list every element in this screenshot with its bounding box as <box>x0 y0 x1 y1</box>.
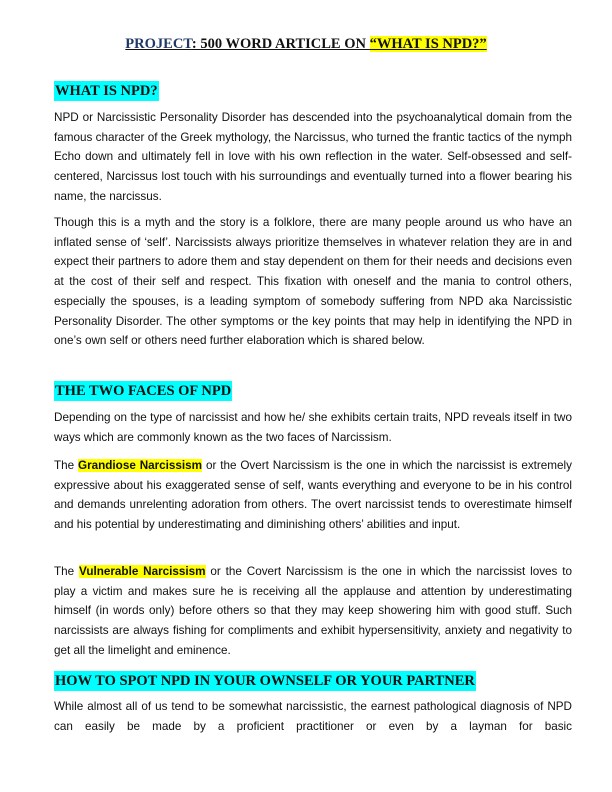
paragraph: NPD or Narcissistic Personality Disorder has descended into the psychoanalytical domain from the famous character of the Greek mythology, the Narcissus, who turned the frantic tactics of the nymph Echo down and ultimately fell in love with his own reflection in the water. Self-obsessed and self-centered, Narcissus lost touch with his surroundings and eventually turned into a flower bearing his name, the narcissus. <box>54 111 572 203</box>
heading-two-faces: THE TWO FACES OF NPD <box>55 383 232 399</box>
highlighted-term: Grandiose Narcissism <box>78 459 203 472</box>
title-highlight: “WHAT IS NPD?” <box>369 36 487 52</box>
title-project: PROJECT <box>125 36 192 52</box>
text: or the Overt Narcissism is the one in which the narcissist is extremely expressive about his exaggerated sense of self, wants everything and everyone to be in his control and demands unrelenting adoration from others. The overt narcissist tends to overestimate himself and his potential by underestimating and diminishing others’ abilities and input. <box>54 459 572 532</box>
paragraph-grandiose <box>54 456 572 535</box>
paragraph: Though this is a myth and the story is a folklore, there are many people around us who have an inflated sense of ‘self’. Narcissists always prioritize themselves in whatever relation they are in and expect their partners to adore them and stay dependent on them for their needs and decisions even at the cost of their self and respect. This fixation with oneself and the mania to control others, especially the spouses, is a leading symptom of somebody suffering from NPD aka Narcissistic Personality Disorder. The other symptoms or the key points that may help in identifying the NPD in one’s own self or others need further elaboration which is shared below. <box>54 216 572 348</box>
text: The <box>54 565 79 578</box>
title-rest: : 500 WORD ARTICLE ON <box>191 36 370 52</box>
heading-what-is-npd: WHAT IS NPD? <box>55 83 158 99</box>
paragraph-vulnerable <box>54 562 572 661</box>
text: The <box>54 459 79 472</box>
text: or the Covert Narcissism is the one in which the narcissist loves to play a victim and makes sure he is receiving all the applause and attention by underestimating himself (in words only) before others so that they may keep showering him with good stuff. Such narcissists are always fishing for compliments and exhibit hypersensitivity, anxiety and negativity to get all the limelight and eminence. <box>54 565 572 657</box>
paragraph: While almost all of us tend to be somewhat narcissistic, the earnest pathological diagnosis of NPD can easily be made by a proficient practitioner or even by a layman for basic <box>54 700 572 733</box>
heading-how-to-spot: HOW TO SPOT NPD IN YOUR OWNSELF OR YOUR PARTNER <box>55 673 475 689</box>
paragraph: Depending on the type of narcissist and how he/ she exhibits certain traits, NPD reveals itself in two ways which are commonly known as the two faces of Narcissism. <box>54 411 572 444</box>
highlighted-term: Vulnerable Narcissism <box>79 565 206 578</box>
document-title <box>0 36 612 53</box>
